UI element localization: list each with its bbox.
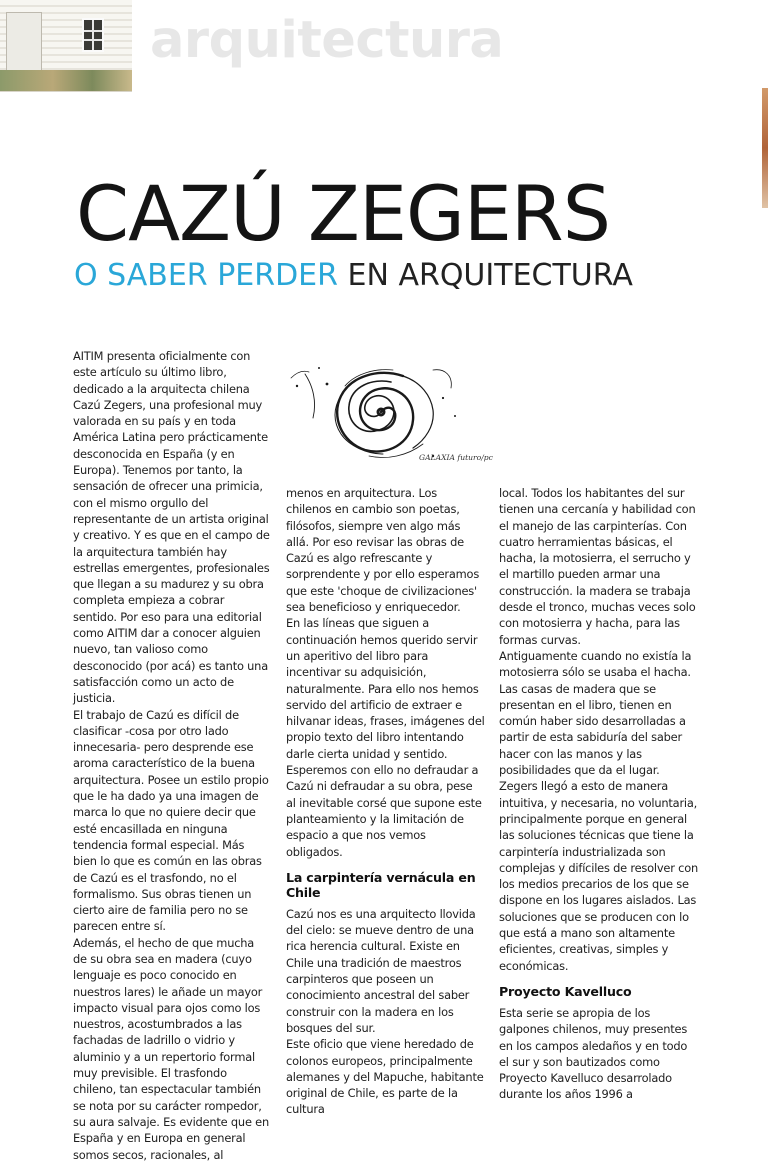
paragraph: En las líneas que siguen a continuación hemos querido servir un aperitivo del libro para incentivar su adquisición, naturalmente. Para ello nos hemos servido del artificio de extraer e hilvanar ideas, frases, imágenes del propio texto del libro intentando darle cierta unidad y sentido. (286, 616, 485, 761)
paragraph: Antiguamente cuando no existía la motosierra sólo se usaba el hacha. (499, 648, 692, 680)
section-heading: La carpintería vernácula en Chile (286, 869, 476, 900)
galaxy-spiral-icon (291, 370, 451, 458)
section-heading: Proyecto Kavelluco (499, 983, 632, 999)
text-column-3 (499, 485, 698, 1102)
paragraph: Este oficio que viene heredado de colonos europeos, principalmente alemanes y del Mapuche, habitante original de Chile, es parte de la cultura (286, 1037, 484, 1117)
subtitle-rest: EN ARQUITECTURA (337, 258, 633, 293)
paragraph: Las casas de madera que se presentan en el libro, tienen en común haber sido desarrolladas a partir de esta sabiduría del saber hacer con las manos y las posibilidades que da el lugar. (499, 681, 686, 778)
page-edge-image (762, 88, 768, 208)
paragraph: Además, el hecho de que mucha de su obra sea en madera (cuyo lenguaje es poco conocido en nuestros lares) le añade un mayor impacto visual para ojos como los nuestros, acostumbrados a las fachadas de ladrillo o vidrio y aluminio y a un repertorio formal muy previsible. El trasfondo chileno, tan espectacular también se nota por su carácter rompedor, su aura salvaje. Es evidente que en España y en Europa en general somos secos, racionales, al (73, 935, 269, 1162)
house-door (6, 12, 42, 78)
paragraph: Zegers llegó a esto de manera intuitiva, y necesaria, no voluntaria, principalmente porque en general las soluciones técnicas que tiene la carpintería industrializada son complejas y difíciles de resolver con los medios precarios de los que se dispone en los lugares aislados. Las soluciones que se producen con lo que está a mano son altamente eficientes, creativas, simples y económicas. (499, 779, 698, 973)
paragraph: menos en arquitectura. Los chilenos en cambio son poetas, filósofos, siempre ven algo más allá. Por eso revisar las obras de Cazú es algo refrescante y sorprendente y por ello esperamos que este 'choque de civilizaciones' sea beneficioso y enriquecedor. (286, 486, 480, 615)
paragraph: Esta serie se apropia de los galpones chilenos, muy presentes en los campos aledaños y en todo el sur y son bautizados como Proyecto Kavelluco desarrolado durante los años 1996 a (499, 1005, 688, 1102)
house-window (82, 18, 104, 52)
paragraph: Esperemos con ello no defraudar a Cazú ni defraudar a su obra, pese al inevitable corsé que supone este planteamiento y la limitación de espacio a que nos vemos obligados. (286, 763, 482, 859)
paragraph: El trabajo de Cazú es difícil de clasificar -cosa por otro lado innecesaria- pero desprende ese aroma característico de la buena arquitectura. Posee un estilo propio que le ha dado ya una imagen de marca lo que no quiere decir que esté encasillada en ninguna tendencia formal especial. Más bien lo que es común en las obras de Cazú es el trasfondo, no el formalismo. Sus obras tienen un cierto aire de familia pero no se parecen entre sí. (73, 707, 269, 934)
text-column-2 (286, 485, 485, 1117)
garden-ground (0, 70, 132, 91)
galaxy-sketch-figure (283, 356, 493, 472)
article-subtitle (74, 256, 633, 296)
subtitle-accent: O SABER PERDER (74, 258, 338, 293)
section-title: arquitectura (150, 11, 504, 70)
paragraph: Cazú nos es una arquitecto llovida del cielo: se mueve dentro de una rica herencia cultural. Existe en Chile una tradición de maestros carpinteros que poseen un conocimiento ancestral del saber construir con la madera en los bosques del sur. (286, 906, 476, 1035)
text-column-1 (73, 348, 271, 1162)
figure-caption: GALAXIA futuro/pc (419, 453, 493, 462)
paragraph: AITIM presenta oficialmente con este artículo su último libro, dedicado a la arquitecta chilena Cazú Zegers, una profesional muy valorada en su país y en toda América Latina pero prácticamente desconocida en España (y en Europa). Tenemos por tanto, la sensación de ofrecer una primicia, con el mismo orgullo del representante de un artista original y creativo. Y es que en el campo de la arquitectura también hay estrellas emergentes, profesionales que llegan a su madurez y su obra completa empieza a cobrar sentido. Por eso para una editorial como AITIM dar a conocer alguien nuevo, tan valioso como desconocido (por acá) es tanto una satisfacción como un acto de justicia. (73, 349, 270, 706)
article-title: CAZÚ ZEGERS (76, 169, 610, 258)
paragraph: local. Todos los habitantes del sur tienen una cercanía y habilidad con el manejo de las carpinterías. Con cuatro herramientas básicas, el hacha, la motosierra, el serrucho y el martillo pueden armar una construcción. la madera se trabaja desde el tronco, muchas veces solo con motosierra y hacha, para las formas curvas. (499, 486, 696, 647)
header-photo (0, 0, 132, 92)
